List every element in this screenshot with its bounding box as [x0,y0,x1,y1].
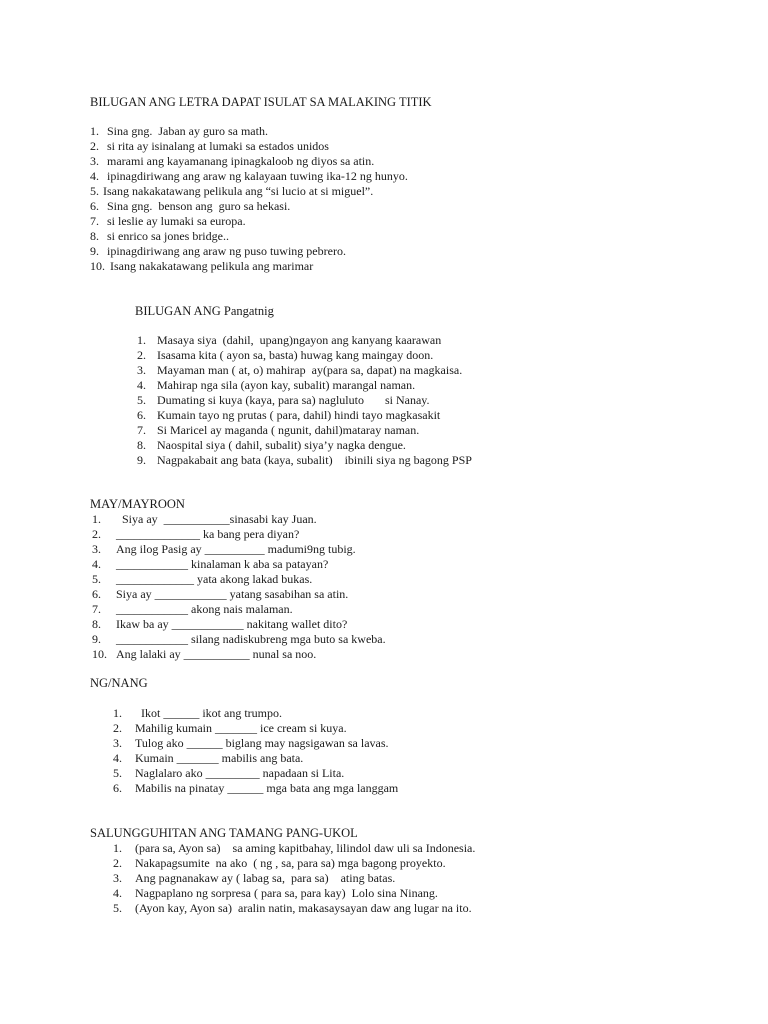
item-number: 1. [90,124,99,138]
list-item [92,527,386,542]
item-number: 7. [90,214,99,228]
item-number: 2. [90,139,99,153]
list-item [92,647,386,662]
list-item [137,393,472,408]
item-number: 4. [113,886,122,900]
item-text: Nakapagsumite na ako ( ng , sa, para sa) mga bagong proyekto. [135,856,446,870]
item-text: Siya ay ____________ yatang sasabihan sa atin. [116,587,349,601]
item-number: 2. [113,856,122,870]
item-number: 3. [113,736,122,750]
list-item [113,841,475,856]
list-item [92,617,386,632]
list-item [137,378,472,393]
item-number: 4. [92,557,101,571]
item-text: Si Maricel ay maganda ( ngunit, dahil)mataray naman. [157,423,420,437]
item-number: 8. [92,617,101,631]
item-text: Sina gng. benson ang guro sa hekasi. [107,199,291,213]
item-text: _____________ yata akong lakad bukas. [116,572,313,586]
list-item [92,557,386,572]
item-number: 5. [90,184,99,198]
item-number: 9. [90,244,99,258]
list-item [137,363,472,378]
item-text: Ang lalaki ay ___________ nunal sa noo. [116,647,317,661]
list-item [90,184,408,199]
item-number: 10. [92,647,107,661]
item-number: 9. [92,632,101,646]
item-number: 5. [113,901,122,915]
item-number: 2. [92,527,101,541]
item-text: Naglalaro ako _________ napadaan si Lita. [135,766,345,780]
item-text: Sina gng. Jaban ay guro sa math. [107,124,268,138]
item-number: 6. [92,587,101,601]
list-item [113,736,398,751]
item-number: 9. [137,453,146,467]
list-item [137,438,472,453]
list-item [92,602,386,617]
list-item [113,856,475,871]
item-number: 10. [90,259,105,273]
item-number: 6. [113,781,122,795]
item-text: ____________ akong nais malaman. [116,602,293,616]
list-item [137,333,472,348]
list-item [90,229,408,244]
item-text: Siya ay ___________sinasabi kay Juan. [116,512,317,526]
list-item [113,901,475,916]
item-text: Isang nakakatawang pelikula ang marimar [107,259,314,273]
list-may-mayroon [92,512,386,662]
item-text: ____________ kinalaman k aba sa patayan? [116,557,329,571]
item-text: si rita ay isinalang at lumaki sa estados unidos [107,139,329,153]
item-text: (para sa, Ayon sa) sa aming kapitbahay, lilindol daw uli sa Indonesia. [135,841,476,855]
item-number: 6. [137,408,146,422]
item-text: marami ang kayamanang ipinagkaloob ng diyos sa atin. [107,154,375,168]
item-number: 8. [137,438,146,452]
list-item [92,542,386,557]
item-text: Ang pagnanakaw ay ( labag sa, para sa) ating batas. [135,871,396,885]
item-text: Nagpakabait ang bata (kaya, subalit) ibinili siya ng bagong PSP [157,453,472,467]
list-item [90,139,408,154]
item-number: 3. [137,363,146,377]
list-item [137,408,472,423]
item-number: 1. [113,706,122,720]
item-number: 2. [137,348,146,362]
item-text: Kumain tayo ng prutas ( para, dahil) hindi tayo magkasakit [157,408,441,422]
list-item [90,199,408,214]
list-item [137,423,472,438]
list-item [113,781,398,796]
item-text: Ang ilog Pasig ay __________ madumi9ng tubig. [116,542,356,556]
item-text: Mabilis na pinatay ______ mga bata ang mga langgam [135,781,399,795]
list-item [113,706,398,721]
item-text: Dumating si kuya (kaya, para sa) nagluluto si Nanay. [157,393,430,407]
list-item [137,453,472,468]
item-text: Isasama kita ( ayon sa, basta) huwag kang maingay doon. [157,348,434,362]
item-text: Ikaw ba ay ____________ nakitang wallet dito? [116,617,348,631]
item-number: 5. [92,572,101,586]
item-text: Masaya siya (dahil, upang)ngayon ang kanyang kaarawan [157,333,442,347]
item-number: 6. [90,199,99,213]
list-item [113,751,398,766]
item-number: 8. [90,229,99,243]
list-item [90,154,408,169]
list-item [90,244,408,259]
list-item [92,512,386,527]
item-text: Tulog ako ______ biglang may nagsigawan sa lavas. [135,736,389,750]
list-item [92,587,386,602]
list-item [90,259,408,274]
item-text: Nagpaplano ng sorpresa ( para sa, para kay) Lolo sina Ninang. [135,886,438,900]
section-heading-malaking-titik: BILUGAN ANG LETRA DAPAT ISULAT SA MALAKING TITIK [90,95,432,109]
item-text: Mahirap nga sila (ayon kay, subalit) marangal naman. [157,378,416,392]
section-heading-pangatnig: BILUGAN ANG Pangatnig [135,304,274,318]
item-number: 1. [92,512,101,526]
section-heading-may-mayroon: MAY/MAYROON [90,497,185,511]
list-pangatnig [137,333,472,468]
item-number: 5. [113,766,122,780]
list-item [113,721,398,736]
list-item [92,632,386,647]
item-text: si enrico sa jones bridge.. [107,229,229,243]
item-text: si leslie ay lumaki sa europa. [107,214,246,228]
list-item [137,348,472,363]
item-text: ipinagdiriwang ang araw ng kalayaan tuwing ika-12 ng hunyo. [107,169,408,183]
item-text: ______________ ka bang pera diyan? [116,527,300,541]
item-text: Isang nakakatawang pelikula ang “si lucio at si miguel”. [103,184,374,198]
list-item [113,766,398,781]
item-number: 3. [113,871,122,885]
list-item [113,886,475,901]
list-item [90,169,408,184]
item-number: 3. [90,154,99,168]
list-pang-ukol [113,841,475,916]
item-text: ipinagdiriwang ang araw ng puso tuwing pebrero. [107,244,346,258]
item-number: 2. [113,721,122,735]
item-number: 4. [90,169,99,183]
list-item [90,124,408,139]
list-item [90,214,408,229]
item-text: Kumain _______ mabilis ang bata. [135,751,304,765]
list-item [92,572,386,587]
item-number: 5. [137,393,146,407]
list-ng-nang [113,706,398,796]
list-item [113,871,475,886]
section-heading-pang-ukol: SALUNGGUHITAN ANG TAMANG PANG-UKOL [90,826,358,840]
item-number: 3. [92,542,101,556]
item-number: 1. [113,841,122,855]
item-text: ____________ silang nadiskubreng mga buto sa kweba. [116,632,386,646]
item-number: 4. [113,751,122,765]
item-number: 7. [137,423,146,437]
section-heading-ng-nang: NG/NANG [90,676,148,690]
item-text: Mahilig kumain _______ ice cream si kuya. [135,721,347,735]
item-number: 1. [137,333,146,347]
item-number: 4. [137,378,146,392]
item-text: Ikot ______ ikot ang trumpo. [135,706,282,720]
list-malaking-titik [90,124,408,274]
item-text: Naospital siya ( dahil, subalit) siya’y nagka dengue. [157,438,406,452]
item-number: 7. [92,602,101,616]
item-text: Mayaman man ( at, o) mahirap ay(para sa, dapat) na magkaisa. [157,363,463,377]
item-text: (Ayon kay, Ayon sa) aralin natin, makasaysayan daw ang lugar na ito. [135,901,472,915]
